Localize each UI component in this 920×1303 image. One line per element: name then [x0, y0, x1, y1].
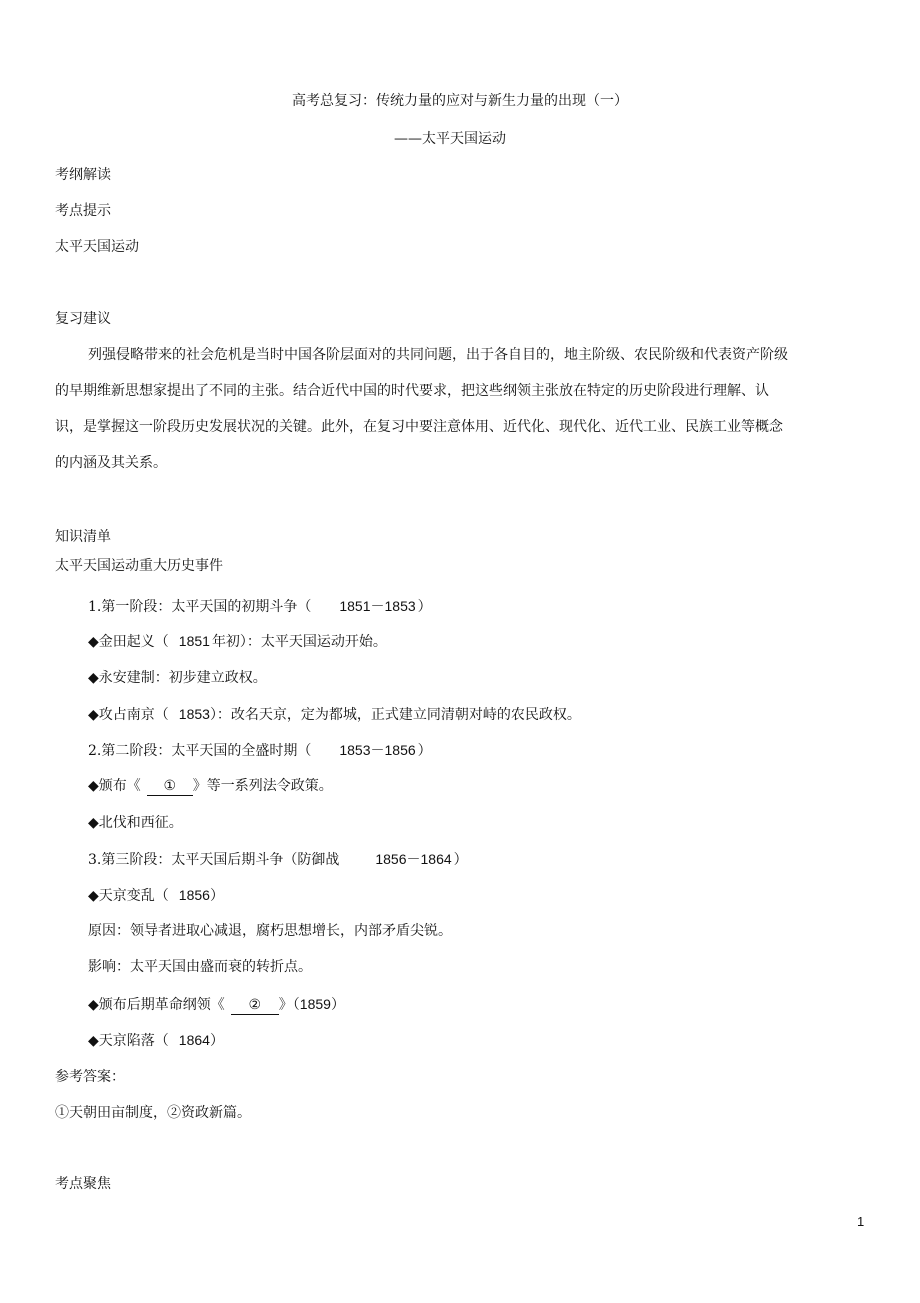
event-jintian-pre: ◆金田起义（	[88, 634, 169, 650]
stage-1-label: 1.第一阶段：太平天国的初期斗争（	[88, 599, 312, 615]
stage-2-close: ）	[417, 743, 432, 759]
section-heading-syllabus: 考纲解读	[55, 167, 111, 183]
section-heading-knowledge-list: 知识清单	[55, 529, 111, 545]
stage-1-close: ）	[417, 599, 432, 615]
event-yongan-system: ◆永安建制：初步建立政权。	[88, 670, 267, 686]
event-incident-year: 1856	[178, 887, 210, 903]
incident-effect: 影响：太平天国由盛而衰的转折点。	[88, 959, 312, 975]
event-capture-nanjing	[88, 705, 581, 724]
section-heading-major-events: 太平天国运动重大历史事件	[55, 558, 223, 574]
event-nanjing-pre: ◆攻占南京（	[88, 707, 169, 723]
section-heading-topic: 太平天国运动	[55, 239, 139, 255]
event-incident-pre: ◆天京变乱（	[88, 888, 169, 904]
section-heading-key-points: 考点提示	[55, 203, 111, 219]
section-heading-review-advice: 复习建议	[55, 311, 111, 327]
stage-3-close: ）	[453, 852, 468, 868]
reference-answers-text: ①天朝田亩制度，②资政新篇。	[55, 1105, 251, 1121]
event-jintian-uprising	[88, 632, 387, 651]
stage-2-years: 1853－1856	[339, 742, 416, 758]
event-program-close: ）	[330, 997, 345, 1013]
stage-2-label: 2.第二阶段：太平天国的全盛时期（	[88, 743, 312, 759]
event-later-program	[88, 995, 345, 1015]
section-heading-reference-answers: 参考答案：	[55, 1069, 125, 1085]
stage-3-years: 1856－1864	[375, 851, 452, 867]
event-program-pre: ◆颁布后期革命纲领《	[88, 997, 225, 1013]
event-promulgate-laws	[88, 777, 333, 796]
event-program-year: 1859	[299, 996, 331, 1012]
document-subtitle: ——太平天国运动	[394, 131, 506, 147]
event-nanjing-post: ）：改名天京，定为都城，正式建立同清朝对峙的农民政权。	[209, 707, 581, 723]
stage-1-heading	[88, 597, 432, 616]
event-fall-post: ）	[209, 1033, 224, 1049]
review-advice-paragraph: 列强侵略带来的社会危机是当时中国各阶层面对的共同问题，出于各自目的，地主阶级、农民阶级和代表资产阶级的早期维新思想家提出了不同的主张。结合近代中国的时代要求，把这些纲领主张放在特定的历史阶段进行理解、认识，是掌握这一阶段历史发展状况的关键。此外，在复习中要注意体用、近代化、现代化、近代工业、民族工业等概念的内涵及其关系。	[55, 347, 788, 471]
stage-3-heading	[88, 850, 468, 869]
stage-1-years: 1851－1853	[339, 598, 416, 614]
event-program-post: 》（	[278, 997, 300, 1013]
event-tianjing-incident	[88, 886, 224, 905]
event-nanjing-year: 1853	[178, 706, 210, 722]
section-heading-focus: 考点聚焦	[55, 1176, 111, 1192]
event-fall-of-tianjing	[88, 1031, 224, 1050]
page-number: 1	[857, 1214, 865, 1229]
event-fall-pre: ◆天京陷落（	[88, 1033, 169, 1049]
event-laws-post: 》等一系列法令政策。	[192, 778, 333, 794]
event-northern-western-expedition: ◆北伐和西征。	[88, 815, 183, 831]
document-title: 高考总复习：传统力量的应对与新生力量的出现（一）	[292, 93, 628, 109]
event-laws-pre: ◆颁布《	[88, 778, 141, 794]
stage-2-heading	[88, 741, 432, 760]
incident-reason: 原因：领导者进取心减退，腐朽思想增长，内部矛盾尖锐。	[88, 923, 452, 939]
event-jintian-post: 年初）：太平天国运动开始。	[211, 634, 387, 650]
event-fall-year: 1864	[178, 1032, 210, 1048]
fill-blank-2: ②	[231, 996, 279, 1015]
fill-blank-1: ①	[147, 777, 193, 796]
event-incident-post: ）	[209, 888, 224, 904]
stage-3-label: 3.第三阶段：太平天国后期斗争（防御战	[88, 852, 340, 868]
event-jintian-year: 1851	[178, 633, 210, 649]
